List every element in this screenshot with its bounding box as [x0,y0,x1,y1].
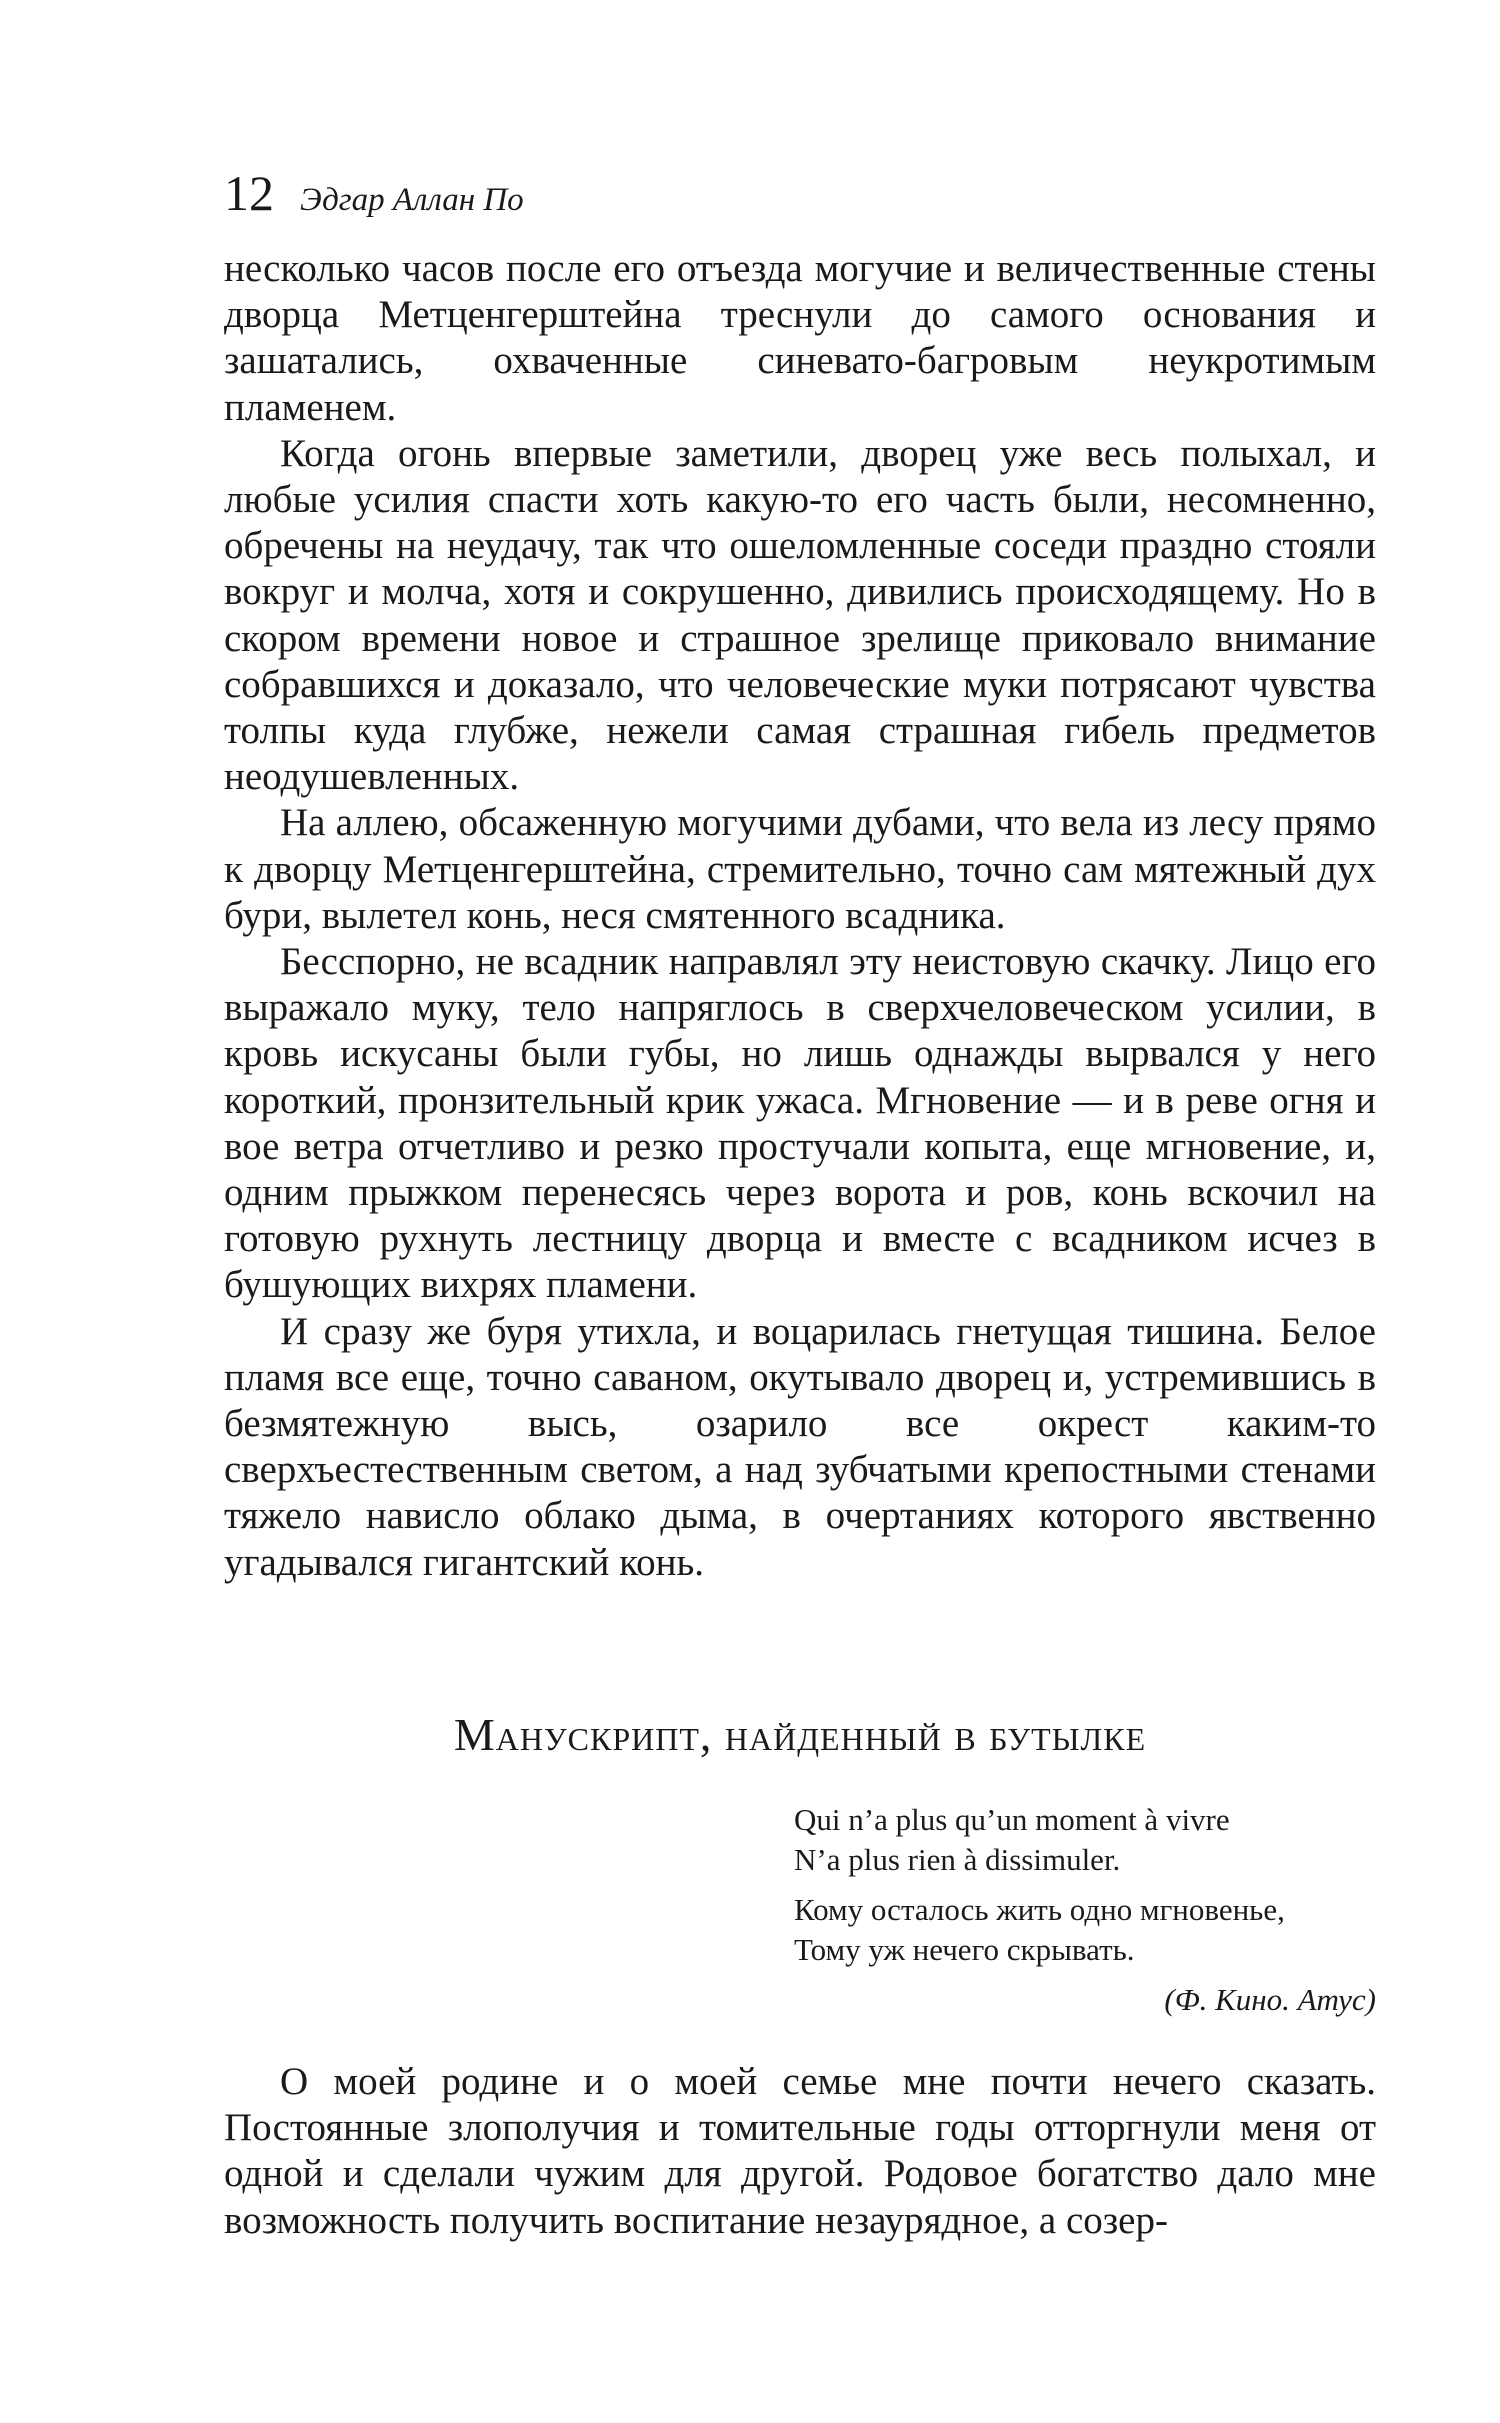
epigraph-line: N’a plus rien à dissimuler. [794,1842,1121,1877]
chapter-title: Манускрипт, найденный в бутылке [453,1709,1147,1760]
epigraph-russian [794,1890,1376,1970]
epigraph-line: Тому уж нечего скрывать. [794,1932,1135,1967]
running-head [224,165,524,221]
epigraph-french [794,1800,1376,1880]
epigraph-line: Кому осталось жить одно мгновенье, [794,1892,1285,1927]
paragraph: Когда огонь впервые заметили, дворец уже весь полыхал, и любые усилия спасти хоть какую-то его часть были, несомненно, обречены на неудачу, так что ошеломленные соседи праздно стояли вокруг и молча, хотя и сокрушенно, дивились происходящему. Но в скором времени новое и страшное зрелище приковало внимание собравшихся и доказало, что человеческие муки потрясают чувства толпы куда глубже, нежели самая страшная гибель предметов неодушевленных. [224,431,1376,799]
epigraph-attribution: (Ф. Кино. Атус) [1164,1982,1376,2017]
chapter-opening-text [224,2059,1376,2244]
paragraph: И сразу же буря утихла, и воцарилась гнетущая тишина. Белое пламя все еще, точно саваном, окутывало дворец и, устремившись в безмятежную высь, озарило все окрест каким-то сверхъестественным светом, а над зубчатыми крепостными стенами тяжело нависло облако дыма, в очертаниях которого явственно угадывался гигантский конь. [224,1309,1376,1584]
paragraph: несколько часов после его отъезда могучие и величественные стены дворца Метценгерштейна треснули до самого основания и зашатались, охваченные синевато-багровым неукротимым пламенем. [224,247,1376,429]
epigraph [794,1800,1376,2020]
epigraph-line: Qui n’a plus qu’un moment à vivre [794,1802,1230,1837]
paragraph: Бесспорно, не всадник направлял эту неистовую скачку. Лицо его выражало муку, тело напряглось в сверхчеловеческом усилии, в кровь искусаны были губы, но лишь однажды вырвался у него короткий, пронзительный крик ужаса. Мгновение — и в реве огня и вое ветра отчетливо и резко простучали копыта, еще мгновение, и, одним прыжком перенесясь через ворота и ров, конь вскочил на готовую рухнуть лестницу дворца и вместе с всадником исчез в бушующих вихрях пламени. [224,940,1376,1307]
story-ending-text [224,246,1376,1586]
paragraph: О моей родине и о моей семье мне почти нечего сказать. Постоянные злополучия и томительные годы отторгнули меня от одной и сделали чужим для другой. Родовое богатство дало мне возможность получить воспитание незаурядное, а созер- [224,2060,1376,2242]
page-number: 12 [224,165,274,221]
paragraph: На аллею, обсаженную могучими дубами, что вела из лесу прямо к дворцу Метценгерштейна, стремительно, точно сам мятежный дух бури, вылетел конь, неся смятенного всадника. [224,801,1376,937]
running-title: Эдгар Аллан По [300,182,524,218]
